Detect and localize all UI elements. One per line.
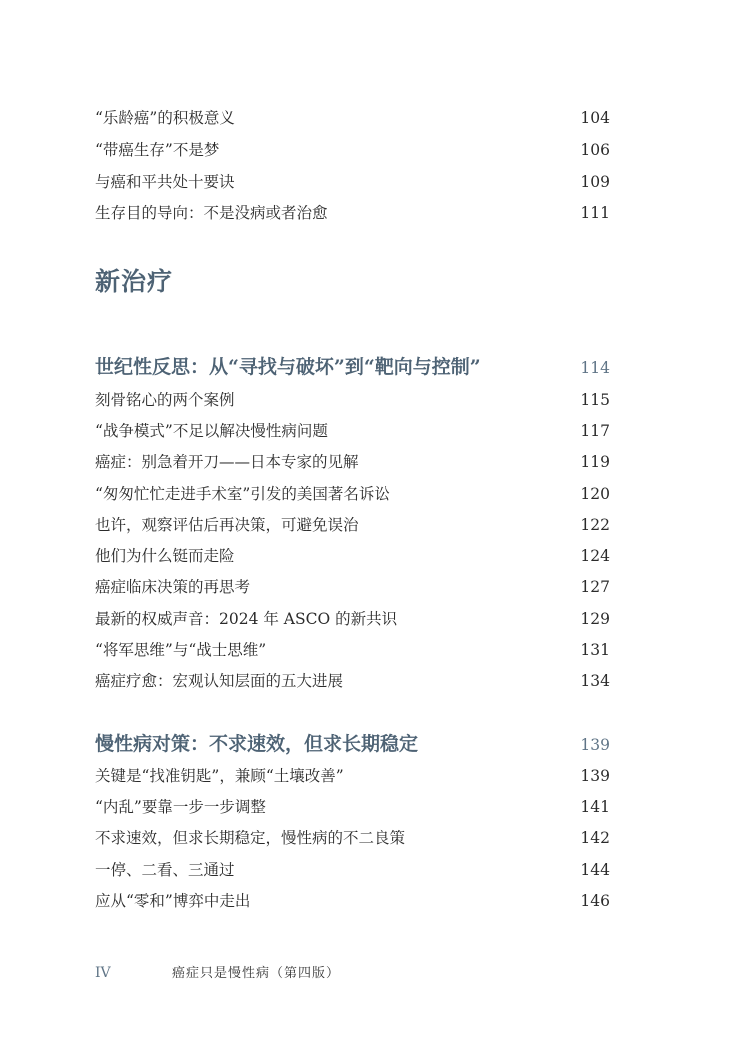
toc-entry[interactable] xyxy=(95,515,610,535)
toc-entry-page: 144 xyxy=(580,861,610,879)
toc-entry-title: 癌症临床决策的再思考 xyxy=(95,578,251,596)
section-heading[interactable] xyxy=(95,352,610,379)
toc-entry[interactable] xyxy=(95,860,610,880)
toc-entry-title: “战争模式”不足以解决慢性病问题 xyxy=(95,422,328,440)
toc-entry-title: 他们为什么铤而走险 xyxy=(95,547,235,565)
toc-entry[interactable] xyxy=(95,484,610,504)
toc-entry-page: 115 xyxy=(580,391,610,409)
toc-entry[interactable] xyxy=(95,766,610,786)
toc-entry[interactable] xyxy=(95,452,610,472)
toc-entry-title: “内乱”要靠一步一步调整 xyxy=(95,798,266,816)
toc-entry-title: “带癌生存”不是梦 xyxy=(95,141,220,159)
toc-entry-title: “将军思维”与“战士思维” xyxy=(95,641,267,659)
toc-entry-title: “匆匆忙忙走进手术室”引发的美国著名诉讼 xyxy=(95,485,390,503)
toc-entry[interactable] xyxy=(95,421,610,441)
toc-entry[interactable] xyxy=(95,640,610,660)
toc-entry[interactable] xyxy=(95,140,610,160)
toc-entry[interactable] xyxy=(95,108,610,128)
page-footer xyxy=(95,962,340,981)
toc-entry-title: 癌症疗愈：宏观认知层面的五大进展 xyxy=(95,672,344,690)
toc-entry-page: 127 xyxy=(580,578,610,596)
toc-entry-title: 一停、二看、三通过 xyxy=(95,861,235,879)
toc-entry[interactable] xyxy=(95,203,610,223)
toc-entry[interactable] xyxy=(95,172,610,192)
toc-entry-page: 120 xyxy=(580,485,610,503)
toc-entry[interactable] xyxy=(95,546,610,566)
toc-entry-page: 119 xyxy=(580,453,610,471)
toc-entry-page: 129 xyxy=(580,610,610,628)
toc-entry-page: 124 xyxy=(580,547,610,565)
toc-entry-title: 与癌和平共处十要诀 xyxy=(95,173,235,191)
toc-entry-page: 141 xyxy=(580,798,610,816)
toc-entry-page: 109 xyxy=(580,173,610,191)
toc-entry[interactable] xyxy=(95,390,610,410)
toc-entry-page: 134 xyxy=(580,672,610,690)
footer-page-number: IV xyxy=(95,965,111,981)
section-heading-page: 114 xyxy=(580,359,610,377)
toc-entry-title: 不求速效，但求长期稳定，慢性病的不二良策 xyxy=(95,829,406,847)
section-heading-page: 139 xyxy=(580,736,610,754)
toc-entry-page: 139 xyxy=(580,767,610,785)
section-heading-title: 慢性病对策：不求速效，但求长期稳定 xyxy=(95,733,419,755)
toc-entry-title: 关键是“找准钥匙”，兼顾“土壤改善” xyxy=(95,767,344,785)
toc-entry-title: 最新的权威声音：2024 年 ASCO 的新共识 xyxy=(95,610,398,628)
toc-entry[interactable] xyxy=(95,797,610,817)
toc-entry-title: 生存目的导向：不是没病或者治愈 xyxy=(95,204,328,222)
toc-entry-page: 131 xyxy=(580,641,610,659)
toc-entry-title: 应从“零和”博弈中走出 xyxy=(95,892,251,910)
section-heading-title: 世纪性反思：从“寻找与破坏”到“靶向与控制” xyxy=(95,356,481,378)
section-heading[interactable] xyxy=(95,729,610,756)
toc-entry[interactable] xyxy=(95,828,610,848)
toc-entry[interactable] xyxy=(95,609,610,629)
toc-entry[interactable] xyxy=(95,671,610,691)
toc-entry-page: 111 xyxy=(580,204,610,222)
toc-entry-page: 106 xyxy=(580,141,610,159)
toc-entry-page: 146 xyxy=(580,892,610,910)
toc-entry-page: 122 xyxy=(580,516,610,534)
toc-entry[interactable] xyxy=(95,577,610,597)
toc-entry-title: 刻骨铭心的两个案例 xyxy=(95,391,235,409)
toc-entry-title: “乐龄癌”的积极意义 xyxy=(95,109,235,127)
toc-entry-page: 117 xyxy=(580,422,610,440)
footer-book-title: 癌症只是慢性病（第四版） xyxy=(172,966,341,981)
toc-entry[interactable] xyxy=(95,891,610,911)
toc-entry-page: 142 xyxy=(580,829,610,847)
toc-entry-page: 104 xyxy=(580,109,610,127)
chapter-heading: 新治疗 xyxy=(95,267,174,296)
toc-entry-title: 癌症：别急着开刀——日本专家的见解 xyxy=(95,453,359,471)
toc-entry-title: 也许，观察评估后再决策，可避免误治 xyxy=(95,516,359,534)
